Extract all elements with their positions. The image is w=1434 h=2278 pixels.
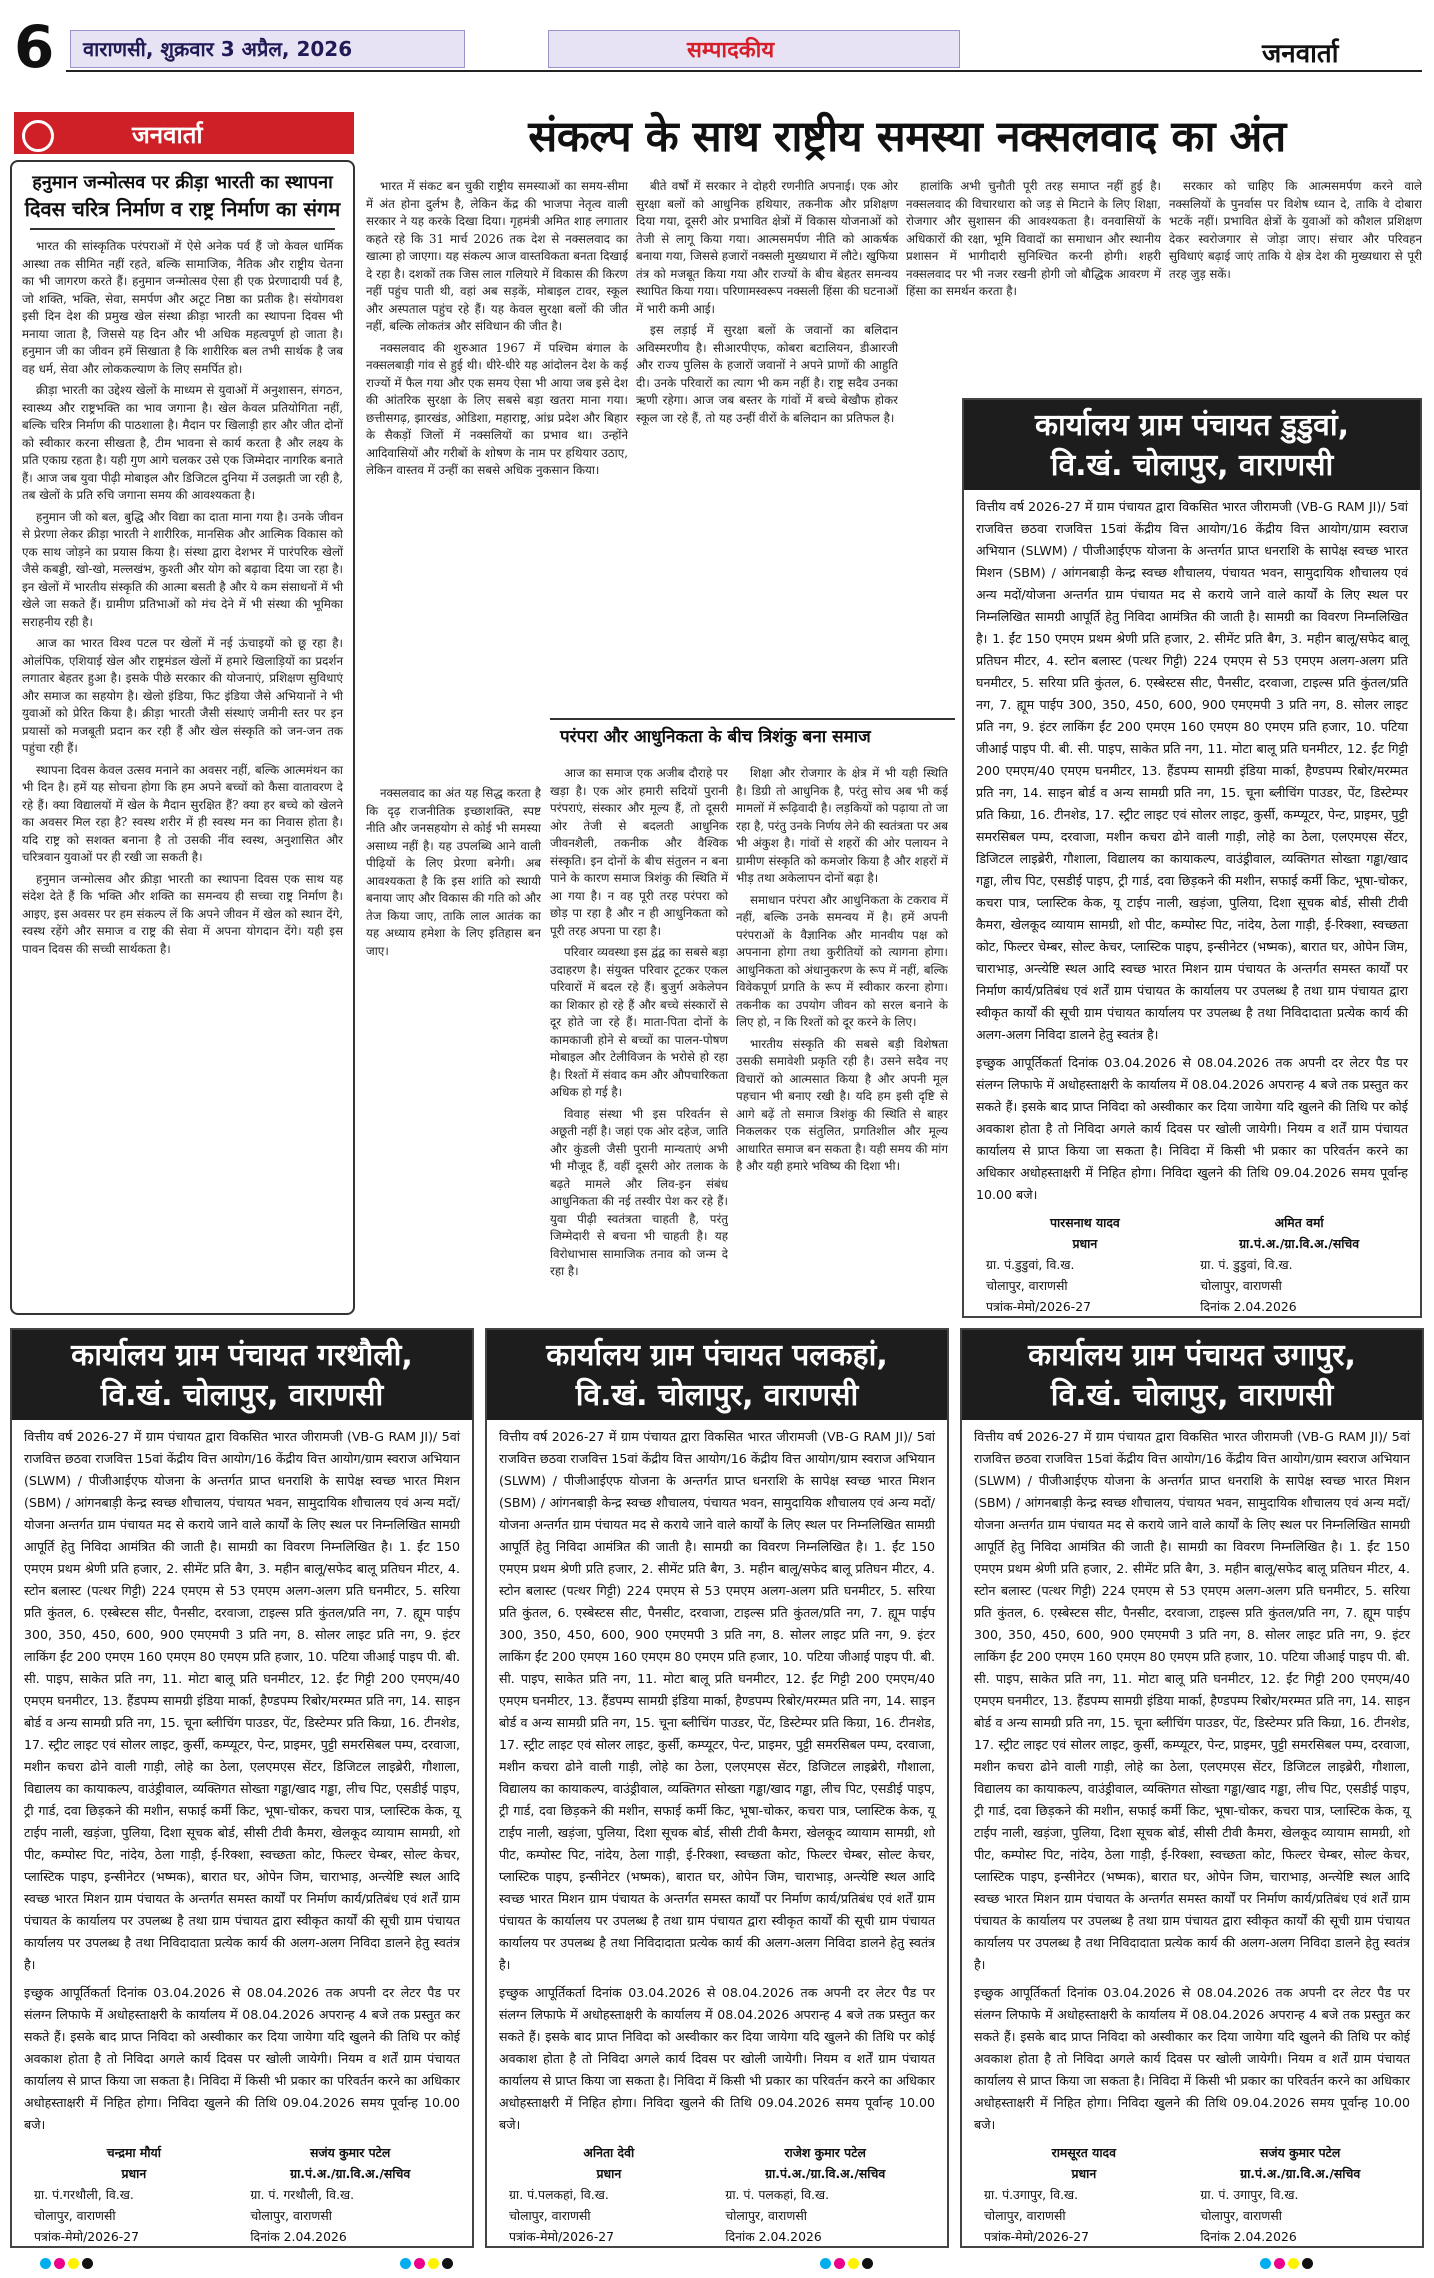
registration-dot (68, 2258, 79, 2269)
signature-line: ग्रा.पं.अ./ग्रा.वि.अ./सचिव (765, 2166, 886, 2181)
registration-dot (1288, 2258, 1299, 2269)
paragraph: हनुमान जी को बल, बुद्धि और विद्या का दाता माना गया है। उनके जीवन से प्रेरणा लेकर क्रीड़ा भारती ने शारीरिक, मानसिक और आत्मिक विकास को एक साथ जोड़ने का प्रयास किया है। संस्था द्वारा देशभर में पारंपरिक खेलों जैसे कबड्डी, खो-खो, मल्लखंभ, कुश्ती और योग को बढ़ावा दिया जा रहा है। इन खेलों में भारतीय संस्कृति की आत्मा बसती है और ये कम संसाधनों में भी खेले जा सकते हैं। ग्रामीण प्रतिभाओं को मंच देने में भी संस्था की भूमिका सराहनीय रही है। (22, 509, 343, 629)
signature-line: ग्रा. पं.पलकहां, वि.ख. (509, 2187, 609, 2202)
paragraph: विवाह संस्था भी इस परिवर्तन से अछूती नहीं है। जहां एक ओर दहेज, जाति और कुंडली जैसी पुरानी मान्यताएं अभी भी मौजूद हैं, वहीं दूसरी ओर तलाक के बढ़ते मामले और लिव-इन संबंध आधुनिकता की नई तस्वीर पेश कर रहे हैं। युवा पीढ़ी स्वतंत्रता चाहती है, परंतु जिम्मेदारी से बचना भी चाहती है। यह विरोधाभास सामाजिक तनाव को जन्म दे रहा है। (550, 1106, 728, 1278)
registration-dot (428, 2258, 439, 2269)
notice-garthauli (10, 1328, 474, 2248)
paragraph: क्रीड़ा भारती का उद्देश्य खेलों के माध्यम से युवाओं में अनुशासन, संगठन, स्वास्थ्य और राष्ट्रभक्ति का भाव जगाना है। खेल केवल प्रतियोगिता नहीं, बल्कि चरित्र निर्माण की पाठशाला है। मैदान पर खिलाड़ी हार और जीत दोनों को स्वीकार करना सीखता है, टीम भावना से कार्य करता है और लक्ष्य के प्रति एकाग्र रहता है। यही गुण आगे चलकर उसे एक जिम्मेदार नागरिक बनाते हैं। आज जब युवा पीढ़ी मोबाइल और डिजिटल दुनिया में उलझती जा रही है, तब खेलों के प्रति रुचि जगाना समय की आवश्यकता है। (22, 383, 343, 502)
signature-line: चोलापुर, वाराणसी (1200, 1278, 1282, 1293)
logo-label: जनवार्ता (132, 121, 203, 149)
registration-dot (862, 2258, 873, 2269)
signature-block-left (986, 1212, 1184, 1317)
article1-body (22, 238, 343, 958)
signature-line: चोलापुर, वाराणसी (509, 2208, 591, 2223)
signature-block-right (250, 2142, 450, 2247)
notice-title (487, 1330, 947, 1420)
notice-title-line1: कार्यालय ग्राम पंचायत उगापुर, (1028, 1338, 1356, 1373)
notice-body (962, 1420, 1422, 2136)
signature-block-left (509, 2142, 709, 2247)
notice-signatures (962, 2136, 1422, 2247)
registration-dot (848, 2258, 859, 2269)
signature-block-right (1200, 1212, 1398, 1317)
signature-line: ग्रा. पं.उगापुर, वि.ख. (984, 2187, 1079, 2202)
signature-line: ग्रा.पं.अ./ग्रा.वि.अ./सचिव (1239, 1236, 1360, 1251)
notice-title-line2: वि.खं. चोलापुर, वाराणसी (1050, 1378, 1334, 1413)
signature-line: चोलापुर, वाराणसी (1200, 2208, 1282, 2223)
notice-title (962, 1330, 1422, 1420)
notice-title-line2: वि.खं. चोलापुर, वाराणसी (1050, 448, 1334, 483)
signature-line: पारसनाथ यादव (1049, 1215, 1120, 1230)
signature-line: दिनांक 2.04.2026 (725, 2229, 822, 2244)
notice-terms: इच्छुक आपूर्तिकर्ता दिनांक 03.04.2026 से 08.04.2026 तक अपनी दर लेटर पैड पर संलग्न लिफाफे में अधोहस्ताक्षरी के कार्यालय में 08.04.2026 अपरान्ह 4 बजे तक प्रस्तुत कर सकते हैं। इसके बाद प्राप्त निविदा को अस्वीकार कर दिया जायेगा यदि खुलने की तिथि पर कोई अवकाश होता है तो निविदा अगले कार्य दिवस पर खोली जायेगी। नियम व शर्तें ग्राम पंचायत कार्यालय से प्राप्त किया जा सकता है। निविदा में किसी भी प्रकार का परिवर्तन करने का अधिकार अधोहस्ताक्षरी में निहित होगा। निविदा खुलने की तिथि 09.04.2026 समय पूर्वान्ह 10.00 बजे। (976, 1055, 1408, 1202)
signature-line: ग्रा. पं.डुडुवां, वि.ख. (986, 1257, 1075, 1272)
paragraph: भारत की सांस्कृतिक परंपराओं में ऐसे अनेक पर्व हैं जो केवल धार्मिक आस्था तक सीमित नहीं रहते, बल्कि सामाजिक, नैतिक और राष्ट्रीय चेतना का भी जागरण करते हैं। हनुमान जन्मोत्सव ऐसा ही एक प्रेरणादायी पर्व है, जो शक्ति, भक्ति, सेवा, समर्पण और अटूट निष्ठा का प्रतीक है। संयोगवश इसी दिन देश की प्रमुख खेल संस्था क्रीड़ा भारती का स्थापना दिवस भी मनाया जाता है, जिससे यह दिन और भी अधिक महत्वपूर्ण हो जाता है। हनुमान जी का जीवन हमें सिखाता है कि शारीरिक बल तभी सार्थक है जब वह धर्म, सेवा और लोककल्याण के लिए समर्पित हो। (22, 239, 343, 376)
notice-duduwan (962, 398, 1422, 1318)
brand-logo-bar (14, 112, 354, 154)
notice-body (964, 490, 1420, 1206)
notice-title-line2: वि.खं. चोलापुर, वाराणसी (575, 1378, 859, 1413)
notice-details: वित्तीय वर्ष 2026-27 में ग्राम पंचायत द्वारा विकसित भारत जीरामजी (VB-G RAM JI)/ 5वां राजवित्त छठवा राजवित्त 15वां केंद्रीय वित्त आयोग/16 केंद्रीय वित्त आयोग/ग्राम स्वराज अभियान (SLWM) / पीजीआईएफ योजना के अन्तर्गत प्राप्त धनराशि के सापेक्ष स्वच्छ भारत मिशन (SBM) / आंगनबाड़ी केन्द्र स्वच्छ शौचालय, पंचायत भवन, सामुदायिक शौचालय एवं अन्य मदों/योजना अन्तर्गत ग्राम पंचायत मद से कराये जाने वाले कार्यों के लिए स्थल पर निम्नलिखित सामग्री आपूर्ति हेतु निविदा आमंत्रित की जाती है। सामग्री का विवरण निम्नलिखित है। 1. ईंट 150 एमएम प्रथम श्रेणी प्रति हजार, 2. सीमेंट प्रति बैग, 3. महीन बालू/सफेद बालू प्रतिघन मीटर, 4. स्टोन बलास्ट (पत्थर गिट्टी) 224 एमएम से 53 एमएम अलग-अलग प्रति घनमीटर, 5. सरिया प्रति कुंतल, 6. एस्बेस्टस सीट, पैनसीट, दरवाजा, टाइल्स प्रति कुंतल/प्रति नग, 7. ह्यूम पाईप 300, 350, 450, 600, 900 एमएमपी 3 प्रति नग, 8. सोलर लाइट प्रति नग, 9. इंटर लाकिंग ईंट 200 एमएम 160 एमएम 80 एमएम प्रति हजार, 10. पटिया जीआई पाइप पी. बी. सी. पाइप, साकेत प्रति नग, 11. मोटा बालू प्रति घनमीटर, 12. ईंट गिट्टी 200 एमएम/40 एमएम घनमीटर, 13. हैंडपम्प सामग्री इंडिया मार्का, हैण्डपम्प रिबोर/मरम्मत प्रति नग, 14. साइन बोर्ड व अन्य सामग्री प्रति नग, 15. चूना ब्लीचिंग पाउडर, पेंट, डिस्टेम्पर प्रति किग्रा, 16. टीनशेड, 17. स्ट्रीट लाइट एवं सोलर लाइट, कुर्सी, कम्प्यूटर, पेन्ट, प्राइमर, पुट्टी समरसिबल पम्प, दरवाजा, मशीन कचरा ढोने वाली गाड़ी, लोहे का ठेला, एलएमएस सेंटर, डिजिटल लाइब्रेरी, गौशाला, विद्यालय का कायाकल्प, वाउंड्रीवाल, व्यक्तिगत सोख्ता गड्ढा/खाद गड्ढा, लीच पिट, एसडीई पाइप, ट्री गार्ड, दवा छिड़कने की मशीन, सफाई कर्मी किट, भूषा-चोकर, कचरा पात्र, प्लास्टिक केक, यू टाईप नाली, खड़ंजा, पुलिया, दिशा सूचक बोर्ड, सीसी टीवी कैमरा, खेलकूद व्यायाम सामग्री, शो पीट, कम्पोस्ट पिट, नांदेय, ठेला गाड़ी, ई-रिक्शा, स्वच्छता कोट, फिल्टर चेम्बर, सोल्ट केचर, प्लास्टिक पाइप, इन्सीनेटर (भष्मक), बारात घर, ओपेन जिम, चाराभाड़, अन्त्येष्टि स्थल आदि स्वच्छ भारत मिशन ग्राम पंचायत के अन्तर्गत समस्त कार्यों पर निर्माण कार्य/प्रतिबंध एवं शर्तें ग्राम पंचायत के कार्यालय पर उपलब्ध है तथा ग्राम पंचायत द्वारा स्वीकृत कार्यों की सूची ग्राम पंचायत कार्यालय पर उपलब्ध है तथा निविदादाता प्रत्येक कार्य की अलग-अलग निविदा डालने हेतु स्वतंत्र है। (499, 1429, 935, 1972)
article-tradition-col1 (550, 765, 728, 1315)
page-number: 6 (14, 13, 55, 81)
signature-block-right (725, 2142, 925, 2247)
notice-palkahan (485, 1328, 949, 2248)
article1-title-line1: हनुमान जन्मोत्सव पर क्रीड़ा भारती का स्थापना (32, 172, 333, 193)
signature-line: ग्रा. पं. डुडुवां, वि.ख. (1200, 1257, 1293, 1272)
signature-line: पत्रांक-मेमो/2026-27 (986, 1299, 1092, 1314)
signature-line: सजंय कुमार पटेल (310, 2145, 391, 2160)
notice-body (487, 1420, 947, 2136)
signature-line: दिनांक 2.04.2026 (1200, 1299, 1297, 1314)
paragraph: आज का भारत विश्व पटल पर खेलों में नई ऊंचाइयों को छू रहा है। ओलंपिक, एशियाई खेल और राष्ट्रमंडल खेलों में हमारे खिलाड़ियों का प्रदर्शन लगातार बेहतर हुआ है। इसके पीछे सरकार की योजनाएं, प्रशिक्षण सुविधाएं और समाज का सहयोग है। खेलो इंडिया, फिट इंडिया जैसे अभियानों ने भी युवाओं को प्रेरित किया है। क्रीड़ा भारती जैसी संस्थाएं जमीनी स्तर पर इन प्रयासों को मजबूती प्रदान कर रही हैं और खेल संस्कृति को जन-जन तक पहुंचा रही हैं। (22, 636, 343, 755)
registration-dot (1302, 2258, 1313, 2269)
registration-dot (414, 2258, 425, 2269)
signature-line: ग्रा. पं. गरथौली, वि.ख. (250, 2187, 355, 2202)
article1-title (22, 170, 343, 222)
notice-signatures (487, 2136, 947, 2247)
signature-line: ग्रा. पं. उगापुर, वि.ख. (1200, 2187, 1299, 2202)
signature-block-right (1200, 2142, 1400, 2247)
paragraph: परिवार व्यवस्था इस द्वंद्व का सबसे बड़ा उदाहरण है। संयुक्त परिवार टूटकर एकल परिवारों में बदल रहे हैं। बुजुर्ग अकेलेपन का शिकार हो रहे हैं और बच्चे संस्कारों से दूर होते जा रहे हैं। माता-पिता दोनों के कामकाजी होने से बच्चों का पालन-पोषण मोबाइल और टेलीविजन के भरोसे हो रहा है। रिश्तों में संवाद कम और औपचारिकता अधिक हो गई है। (550, 945, 728, 1099)
signature-line: पत्रांक-मेमो/2026-27 (509, 2229, 615, 2244)
article-naxalism-col2 (636, 178, 898, 778)
paragraph: नक्सलवाद का अंत यह सिद्ध करता है कि दृढ़ राजनीतिक इच्छाशक्ति, स्पष्ट नीति और जनसहयोग से कोई भी समस्या असाध्य नहीं है। यह उपलब्धि आने वाली पीढ़ियों के लिए प्रेरणा बनेगी। अब आवश्यकता है कि इस शांति को स्थायी बनाया जाए और विकास की गति को और तेज किया जाए, ताकि लाल आतंक का यह अध्याय हमेशा के लिए इतिहास बन जाए। (366, 786, 541, 958)
signature-line: चोलापुर, वाराणसी (250, 2208, 332, 2223)
notice-terms: इच्छुक आपूर्तिकर्ता दिनांक 03.04.2026 से 08.04.2026 तक अपनी दर लेटर पैड पर संलग्न लिफाफे में अधोहस्ताक्षरी के कार्यालय में 08.04.2026 अपरान्ह 4 बजे तक प्रस्तुत कर सकते हैं। इसके बाद प्राप्त निविदा को अस्वीकार कर दिया जायेगा यदि खुलने की तिथि पर कोई अवकाश होता है तो निविदा अगले कार्य दिवस पर खोली जायेगी। नियम व शर्तें ग्राम पंचायत कार्यालय से प्राप्त किया जा सकता है। निविदा में किसी भी प्रकार का परिवर्तन करने का अधिकार अधोहस्ताक्षरी में निहित होगा। निविदा खुलने की तिथि 09.04.2026 समय पूर्वान्ह 10.00 बजे। (499, 1985, 935, 2132)
signature-line: ग्रा.पं.अ./ग्रा.वि.अ./सचिव (290, 2166, 411, 2181)
header-rule (66, 70, 1422, 72)
notice-title (964, 400, 1420, 490)
article-tradition-col2 (736, 765, 948, 1315)
paragraph: इस लड़ाई में सुरक्षा बलों के जवानों का बलिदान अविस्मरणीय है। सीआरपीएफ, कोबरा बटालियन, डीआरजी और राज्य पुलिस के हजारों जवानों ने अपने प्राणों की आहुति दी। उनके परिवारों का त्याग भी कम नहीं है। राष्ट्र सदैव उनका ऋणी रहेगा। आज जब बस्तर के गांवों में बच्चे बेखौफ होकर स्कूल जा रहे हैं, तो यह उन्हीं वीरों के बलिदान का प्रतिफल है। (636, 323, 898, 425)
registration-dot (820, 2258, 831, 2269)
paragraph: भारत में संकट बन चुकी राष्ट्रीय समस्याओं का समय-सीमा में अंत होना दुर्लभ है, लेकिन केंद्र की भाजपा नेतृत्व वाली सरकार ने यह करके दिखा दिया। गृहमंत्री अमित शाह लगातार कहते रहे कि 31 मार्च 2026 तक देश से नक्सलवाद का खात्मा हो जाएगा। यह संकल्प आज वास्तविकता बनता दिखाई दे रहा है। दशकों तक जिस लाल गलियारे में विकास की किरण नहीं पहुंच पाती थी, वहां अब सड़कें, मोबाइल टावर, स्कूल और अस्पताल पहुंच रहे हैं। यह केवल सुरक्षा बलों की जीत नहीं, बल्कि लोकतंत्र और संविधान की जीत है। (366, 179, 628, 333)
registration-marks (40, 2254, 1400, 2268)
signature-line: अनिता देवी (583, 2145, 635, 2160)
paragraph: समाधान परंपरा और आधुनिकता के टकराव में नहीं, बल्कि उनके समन्वय में है। हमें अपनी परंपराओं के वैज्ञानिक और मानवीय पक्ष को अपनाना होगा तथा कुरीतियों को त्यागना होगा। आधुनिकता को अंधानुकरण के रूप में नहीं, बल्कि विवेकपूर्ण प्रगति के रूप में स्वीकार करना होगा। तकनीक का उपयोग जीवन को सरल बनाने के लिए हो, न कि रिश्तों को दूर करने के लिए। (736, 892, 948, 1029)
registration-dot (1260, 2258, 1271, 2269)
registration-dot (1274, 2258, 1285, 2269)
paragraph: हालांकि अभी चुनौती पूरी तरह समाप्त नहीं हुई है। नक्सलवाद की विचारधारा को जड़ से मिटाने के लिए शिक्षा, रोजगार और सुशासन की आवश्यकता है। वनवासियों के अधिकारों की रक्षा, भूमि विवादों का समाधान और स्थानीय प्रशासन में भागीदारी सुनिश्चित करनी होगी। शहरी नक्सलवाद पर भी नजर रखनी होगी जो बौद्धिक आवरण में हिंसा का समर्थन करता है। (906, 179, 1161, 298)
main-headline: संकल्प के साथ राष्ट्रीय समस्या नक्सलवाद का अंत (528, 112, 1286, 162)
article-naxalism-col5 (366, 785, 541, 1315)
signature-block-left (984, 2142, 1184, 2247)
signature-line: चोलापुर, वाराणसी (725, 2208, 807, 2223)
paragraph: भारतीय संस्कृति की सबसे बड़ी विशेषता उसकी समावेशी प्रकृति रही है। उसने सदैव नए विचारों को आत्मसात किया है और अपनी मूल पहचान भी बनाए रखी है। यदि हम इसी दृष्टि से आगे बढ़ें तो समाज त्रिशंकु की स्थिति से बाहर निकलकर एक संतुलित, प्रगतिशील और मूल्य आधारित समाज बन सकता है। यही समय की मांग है और यही हमारे भविष्य की दिशा भी। (736, 1036, 948, 1173)
paragraph: बीते वर्षों में सरकार ने दोहरी रणनीति अपनाई। एक ओर सुरक्षा बलों को आधुनिक हथियार, तकनीक और प्रशिक्षण दिया गया, दूसरी ओर प्रभावित क्षेत्रों में विकास योजनाओं को तेजी से लागू किया गया। आत्मसमर्पण नीति को आकर्षक बनाया गया, जिससे हजारों नक्सली मुख्यधारा में लौटे। खुफिया तंत्र को मजबूत किया गया और राज्यों के बीच बेहतर समन्वय स्थापित किया गया। परिणामस्वरूप नक्सली हिंसा की घटनाओं में भारी कमी आई। (636, 179, 898, 316)
notice-body (12, 1420, 472, 2136)
notice-title-line1: कार्यालय ग्राम पंचायत पलकहां, (546, 1338, 888, 1373)
paragraph: सरकार को चाहिए कि आत्मसमर्पण करने वाले नक्सलियों के पुनर्वास पर विशेष ध्यान दे, ताकि वे दोबारा भटकें नहीं। प्रभावित क्षेत्रों के युवाओं को कौशल प्रशिक्षण देकर स्वरोजगार से जोड़ा जाए। संचार और परिवहन सुविधाएं बढ़ाई जाएं ताकि ये क्षेत्र देश की मुख्यधारा से पूरी तरह जुड़ सकें। (1169, 179, 1422, 281)
notice-terms: इच्छुक आपूर्तिकर्ता दिनांक 03.04.2026 से 08.04.2026 तक अपनी दर लेटर पैड पर संलग्न लिफाफे में अधोहस्ताक्षरी के कार्यालय में 08.04.2026 अपरान्ह 4 बजे तक प्रस्तुत कर सकते हैं। इसके बाद प्राप्त निविदा को अस्वीकार कर दिया जायेगा यदि खुलने की तिथि पर कोई अवकाश होता है तो निविदा अगले कार्य दिवस पर खोली जायेगी। नियम व शर्तें ग्राम पंचायत कार्यालय से प्राप्त किया जा सकता है। निविदा में किसी भी प्रकार का परिवर्तन करने का अधिकार अधोहस्ताक्षरी में निहित होगा। निविदा खुलने की तिथि 09.04.2026 समय पूर्वान्ह 10.00 बजे। (24, 1985, 460, 2132)
signature-line: प्रधान (1071, 2166, 1097, 2181)
article-naxalism-col1 (366, 178, 628, 778)
masthead-brand: जनवार्ता (1262, 39, 1339, 69)
registration-dot (400, 2258, 411, 2269)
notice-details: वित्तीय वर्ष 2026-27 में ग्राम पंचायत द्वारा विकसित भारत जीरामजी (VB-G RAM JI)/ 5वां राजवित्त छठवा राजवित्त 15वां केंद्रीय वित्त आयोग/16 केंद्रीय वित्त आयोग/ग्राम स्वराज अभियान (SLWM) / पीजीआईएफ योजना के अन्तर्गत प्राप्त धनराशि के सापेक्ष स्वच्छ भारत मिशन (SBM) / आंगनबाड़ी केन्द्र स्वच्छ शौचालय, पंचायत भवन, सामुदायिक शौचालय एवं अन्य मदों/योजना अन्तर्गत ग्राम पंचायत मद से कराये जाने वाले कार्यों के लिए स्थल पर निम्नलिखित सामग्री आपूर्ति हेतु निविदा आमंत्रित की जाती है। सामग्री का विवरण निम्नलिखित है। 1. ईंट 150 एमएम प्रथम श्रेणी प्रति हजार, 2. सीमेंट प्रति बैग, 3. महीन बालू/सफेद बालू प्रतिघन मीटर, 4. स्टोन बलास्ट (पत्थर गिट्टी) 224 एमएम से 53 एमएम अलग-अलग प्रति घनमीटर, 5. सरिया प्रति कुंतल, 6. एस्बेस्टस सीट, पैनसीट, दरवाजा, टाइल्स प्रति कुंतल/प्रति नग, 7. ह्यूम पाईप 300, 350, 450, 600, 900 एमएमपी 3 प्रति नग, 8. सोलर लाइट प्रति नग, 9. इंटर लाकिंग ईंट 200 एमएम 160 एमएम 80 एमएम प्रति हजार, 10. पटिया जीआई पाइप पी. बी. सी. पाइप, साकेत प्रति नग, 11. मोटा बालू प्रति घनमीटर, 12. ईंट गिट्टी 200 एमएम/40 एमएम घनमीटर, 13. हैंडपम्प सामग्री इंडिया मार्का, हैण्डपम्प रिबोर/मरम्मत प्रति नग, 14. साइन बोर्ड व अन्य सामग्री प्रति नग, 15. चूना ब्लीचिंग पाउडर, पेंट, डिस्टेम्पर प्रति किग्रा, 16. टीनशेड, 17. स्ट्रीट लाइट एवं सोलर लाइट, कुर्सी, कम्प्यूटर, पेन्ट, प्राइमर, पुट्टी समरसिबल पम्प, दरवाजा, मशीन कचरा ढोने वाली गाड़ी, लोहे का ठेला, एलएमएस सेंटर, डिजिटल लाइब्रेरी, गौशाला, विद्यालय का कायाकल्प, वाउंड्रीवाल, व्यक्तिगत सोख्ता गड्ढा/खाद गड्ढा, लीच पिट, एसडीई पाइप, ट्री गार्ड, दवा छिड़कने की मशीन, सफाई कर्मी किट, भूषा-चोकर, कचरा पात्र, प्लास्टिक केक, यू टाईप नाली, खड़ंजा, पुलिया, दिशा सूचक बोर्ड, सीसी टीवी कैमरा, खेलकूद व्यायाम सामग्री, शो पीट, कम्पोस्ट पिट, नांदेय, ठेला गाड़ी, ई-रिक्शा, स्वच्छता कोट, फिल्टर चेम्बर, सोल्ट केचर, प्लास्टिक पाइप, इन्सीनेटर (भष्मक), बारात घर, ओपेन जिम, चाराभाड़, अन्त्येष्टि स्थल आदि स्वच्छ भारत मिशन ग्राम पंचायत के अन्तर्गत समस्त कार्यों पर निर्माण कार्य/प्रतिबंध एवं शर्तें ग्राम पंचायत के कार्यालय पर उपलब्ध है तथा ग्राम पंचायत द्वारा स्वीकृत कार्यों की सूची ग्राम पंचायत कार्यालय पर उपलब्ध है तथा निविदादाता प्रत्येक कार्य की अलग-अलग निविदा डालने हेतु स्वतंत्र है। (976, 499, 1408, 1042)
signature-line: अमित वर्मा (1274, 1215, 1324, 1230)
paragraph: नक्सलवाद की शुरुआत 1967 में पश्चिम बंगाल के नक्सलबाड़ी गांव से हुई थी। धीरे-धीरे यह आंदोलन देश के कई राज्यों में फैल गया और एक समय ऐसा भी आया जब इसे देश की आंतरिक सुरक्षा के लिए सबसे बड़ा खतरा माना गया। छत्तीसगढ़, झारखंड, ओडिशा, महाराष्ट्र, आंध्र प्रदेश और बिहार के सैकड़ों जिलों में नक्सलियों का प्रभाव था। उन्होंने आदिवासियों और गरीबों के शोषण के नाम पर हथियार उठाए, लेकिन वास्तव में उन्हीं का सबसे अधिक नुकसान किया। (366, 340, 628, 477)
signature-line: प्रधान (121, 2166, 147, 2181)
signature-line: चोलापुर, वाराणसी (34, 2208, 116, 2223)
signature-line: चन्द्रमा मौर्या (106, 2145, 161, 2160)
article-tradition-title-box (550, 718, 955, 758)
paragraph: आज का समाज एक अजीब दौराहे पर खड़ा है। एक ओर हमारी सदियों पुरानी परंपराएं, संस्कार और मूल्य हैं, तो दूसरी ओर तेजी से बदलती आधुनिक जीवनशैली, तकनीक और वैश्विक संस्कृति। इन दोनों के बीच संतुलन न बना पाने के कारण समाज त्रिशंकु की स्थिति में आ गया है। न वह पूरी तरह परंपरा को छोड़ पा रहा है और न ही आधुनिकता को पूरी तरह अपना पा रहा है। (550, 766, 728, 938)
notice-title-line1: कार्यालय ग्राम पंचायत गरथौली, (71, 1338, 413, 1373)
signature-line: दिनांक 2.04.2026 (250, 2229, 347, 2244)
signature-line: प्रधान (596, 2166, 622, 2181)
signature-line: सजंय कुमार पटेल (1260, 2145, 1341, 2160)
notice-details: वित्तीय वर्ष 2026-27 में ग्राम पंचायत द्वारा विकसित भारत जीरामजी (VB-G RAM JI)/ 5वां राजवित्त छठवा राजवित्त 15वां केंद्रीय वित्त आयोग/16 केंद्रीय वित्त आयोग/ग्राम स्वराज अभियान (SLWM) / पीजीआईएफ योजना के अन्तर्गत प्राप्त धनराशि के सापेक्ष स्वच्छ भारत मिशन (SBM) / आंगनबाड़ी केन्द्र स्वच्छ शौचालय, पंचायत भवन, सामुदायिक शौचालय एवं अन्य मदों/योजना अन्तर्गत ग्राम पंचायत मद से कराये जाने वाले कार्यों के लिए स्थल पर निम्नलिखित सामग्री आपूर्ति हेतु निविदा आमंत्रित की जाती है। सामग्री का विवरण निम्नलिखित है। 1. ईंट 150 एमएम प्रथम श्रेणी प्रति हजार, 2. सीमेंट प्रति बैग, 3. महीन बालू/सफेद बालू प्रतिघन मीटर, 4. स्टोन बलास्ट (पत्थर गिट्टी) 224 एमएम से 53 एमएम अलग-अलग प्रति घनमीटर, 5. सरिया प्रति कुंतल, 6. एस्बेस्टस सीट, पैनसीट, दरवाजा, टाइल्स प्रति कुंतल/प्रति नग, 7. ह्यूम पाईप 300, 350, 450, 600, 900 एमएमपी 3 प्रति नग, 8. सोलर लाइट प्रति नग, 9. इंटर लाकिंग ईंट 200 एमएम 160 एमएम 80 एमएम प्रति हजार, 10. पटिया जीआई पाइप पी. बी. सी. पाइप, साकेत प्रति नग, 11. मोटा बालू प्रति घनमीटर, 12. ईंट गिट्टी 200 एमएम/40 एमएम घनमीटर, 13. हैंडपम्प सामग्री इंडिया मार्का, हैण्डपम्प रिबोर/मरम्मत प्रति नग, 14. साइन बोर्ड व अन्य सामग्री प्रति नग, 15. चूना ब्लीचिंग पाउडर, पेंट, डिस्टेम्पर प्रति किग्रा, 16. टीनशेड, 17. स्ट्रीट लाइट एवं सोलर लाइट, कुर्सी, कम्प्यूटर, पेन्ट, प्राइमर, पुट्टी समरसिबल पम्प, दरवाजा, मशीन कचरा ढोने वाली गाड़ी, लोहे का ठेला, एलएमएस सेंटर, डिजिटल लाइब्रेरी, गौशाला, विद्यालय का कायाकल्प, वाउंड्रीवाल, व्यक्तिगत सोख्ता गड्ढा/खाद गड्ढा, लीच पिट, एसडीई पाइप, ट्री गार्ड, दवा छिड़कने की मशीन, सफाई कर्मी किट, भूषा-चोकर, कचरा पात्र, प्लास्टिक केक, यू टाईप नाली, खड़ंजा, पुलिया, दिशा सूचक बोर्ड, सीसी टीवी कैमरा, खेलकूद व्यायाम सामग्री, शो पीट, कम्पोस्ट पिट, नांदेय, ठेला गाड़ी, ई-रिक्शा, स्वच्छता कोट, फिल्टर चेम्बर, सोल्ट केचर, प्लास्टिक पाइप, इन्सीनेटर (भष्मक), बारात घर, ओपेन जिम, चाराभाड़, अन्त्येष्टि स्थल आदि स्वच्छ भारत मिशन ग्राम पंचायत के अन्तर्गत समस्त कार्यों पर निर्माण कार्य/प्रतिबंध एवं शर्तें ग्राम पंचायत के कार्यालय पर उपलब्ध है तथा ग्राम पंचायत द्वारा स्वीकृत कार्यों की सूची ग्राम पंचायत कार्यालय पर उपलब्ध है तथा निविदादाता प्रत्येक कार्य की अलग-अलग निविदा डालने हेतु स्वतंत्र है। (24, 1429, 460, 1972)
article3-title: परंपरा और आधुनिकता के बीच त्रिशंकु बना समाज (560, 727, 871, 747)
signature-line: चोलापुर, वाराणसी (984, 2208, 1066, 2223)
notice-title-line1: कार्यालय ग्राम पंचायत डुडुवां, (1035, 408, 1349, 443)
article1-title-line2: दिवस चरित्र निर्माण व राष्ट्र निर्माण का संगम (24, 197, 341, 221)
signature-block-left (34, 2142, 234, 2247)
notice-terms: इच्छुक आपूर्तिकर्ता दिनांक 03.04.2026 से 08.04.2026 तक अपनी दर लेटर पैड पर संलग्न लिफाफे में अधोहस्ताक्षरी के कार्यालय में 08.04.2026 अपरान्ह 4 बजे तक प्रस्तुत कर सकते हैं। इसके बाद प्राप्त निविदा को अस्वीकार कर दिया जायेगा यदि खुलने की तिथि पर कोई अवकाश होता है तो निविदा अगले कार्य दिवस पर खोली जायेगी। नियम व शर्तें ग्राम पंचायत कार्यालय से प्राप्त किया जा सकता है। निविदा में किसी भी प्रकार का परिवर्तन करने का अधिकार अधोहस्ताक्षरी में निहित होगा। निविदा खुलने की तिथि 09.04.2026 समय पूर्वान्ह 10.00 बजे। (974, 1985, 1410, 2132)
signature-line: चोलापुर, वाराणसी (986, 1278, 1068, 1293)
signature-line: ग्रा.पं.अ./ग्रा.वि.अ./सचिव (1240, 2166, 1361, 2181)
signature-line: ग्रा. पं.गरथौली, वि.ख. (34, 2187, 134, 2202)
paragraph: हनुमान जन्मोत्सव और क्रीड़ा भारती का स्थापना दिवस एक साथ यह संदेश देते हैं कि भक्ति और शक्ति का समन्वय ही सच्चा राष्ट्र निर्माण है। आइए, इस अवसर पर हम संकल्प लें कि अपने जीवन में खेल को स्थान देंगे, स्वस्थ रहेंगे और समाज व राष्ट्र की सेवा में अपना योगदान देंगे। यही इस पावन दिवस की सच्ची सार्थकता है। (22, 871, 343, 956)
article1-rule (30, 228, 335, 230)
logo-icon (22, 120, 54, 152)
notice-ugapur (960, 1328, 1424, 2248)
registration-dot (82, 2258, 93, 2269)
notice-details: वित्तीय वर्ष 2026-27 में ग्राम पंचायत द्वारा विकसित भारत जीरामजी (VB-G RAM JI)/ 5वां राजवित्त छठवा राजवित्त 15वां केंद्रीय वित्त आयोग/16 केंद्रीय वित्त आयोग/ग्राम स्वराज अभियान (SLWM) / पीजीआईएफ योजना के अन्तर्गत प्राप्त धनराशि के सापेक्ष स्वच्छ भारत मिशन (SBM) / आंगनबाड़ी केन्द्र स्वच्छ शौचालय, पंचायत भवन, सामुदायिक शौचालय एवं अन्य मदों/योजना अन्तर्गत ग्राम पंचायत मद से कराये जाने वाले कार्यों के लिए स्थल पर निम्नलिखित सामग्री आपूर्ति हेतु निविदा आमंत्रित की जाती है। सामग्री का विवरण निम्नलिखित है। 1. ईंट 150 एमएम प्रथम श्रेणी प्रति हजार, 2. सीमेंट प्रति बैग, 3. महीन बालू/सफेद बालू प्रतिघन मीटर, 4. स्टोन बलास्ट (पत्थर गिट्टी) 224 एमएम से 53 एमएम अलग-अलग प्रति घनमीटर, 5. सरिया प्रति कुंतल, 6. एस्बेस्टस सीट, पैनसीट, दरवाजा, टाइल्स प्रति कुंतल/प्रति नग, 7. ह्यूम पाईप 300, 350, 450, 600, 900 एमएमपी 3 प्रति नग, 8. सोलर लाइट प्रति नग, 9. इंटर लाकिंग ईंट 200 एमएम 160 एमएम 80 एमएम प्रति हजार, 10. पटिया जीआई पाइप पी. बी. सी. पाइप, साकेत प्रति नग, 11. मोटा बालू प्रति घनमीटर, 12. ईंट गिट्टी 200 एमएम/40 एमएम घनमीटर, 13. हैंडपम्प सामग्री इंडिया मार्का, हैण्डपम्प रिबोर/मरम्मत प्रति नग, 14. साइन बोर्ड व अन्य सामग्री प्रति नग, 15. चूना ब्लीचिंग पाउडर, पेंट, डिस्टेम्पर प्रति किग्रा, 16. टीनशेड, 17. स्ट्रीट लाइट एवं सोलर लाइट, कुर्सी, कम्प्यूटर, पेन्ट, प्राइमर, पुट्टी समरसिबल पम्प, दरवाजा, मशीन कचरा ढोने वाली गाड़ी, लोहे का ठेला, एलएमएस सेंटर, डिजिटल लाइब्रेरी, गौशाला, विद्यालय का कायाकल्प, वाउंड्रीवाल, व्यक्तिगत सोख्ता गड्ढा/खाद गड्ढा, लीच पिट, एसडीई पाइप, ट्री गार्ड, दवा छिड़कने की मशीन, सफाई कर्मी किट, भूषा-चोकर, कचरा पात्र, प्लास्टिक केक, यू टाईप नाली, खड़ंजा, पुलिया, दिशा सूचक बोर्ड, सीसी टीवी कैमरा, खेलकूद व्यायाम सामग्री, शो पीट, कम्पोस्ट पिट, नांदेय, ठेला गाड़ी, ई-रिक्शा, स्वच्छता कोट, फिल्टर चेम्बर, सोल्ट केचर, प्लास्टिक पाइप, इन्सीनेटर (भष्मक), बारात घर, ओपेन जिम, चाराभाड़, अन्त्येष्टि स्थल आदि स्वच्छ भारत मिशन ग्राम पंचायत के अन्तर्गत समस्त कार्यों पर निर्माण कार्य/प्रतिबंध एवं शर्तें ग्राम पंचायत के कार्यालय पर उपलब्ध है तथा ग्राम पंचायत द्वारा स्वीकृत कार्यों की सूची ग्राम पंचायत कार्यालय पर उपलब्ध है तथा निविदादाता प्रत्येक कार्य की अलग-अलग निविदा डालने हेतु स्वतंत्र है। (974, 1429, 1410, 1972)
notice-title (12, 1330, 472, 1420)
article-hanuman-jayanti (10, 160, 355, 1315)
registration-dot (834, 2258, 845, 2269)
dateline: वाराणसी, शुक्रवार 3 अप्रैल, 2026 (70, 30, 465, 68)
signature-line: पत्रांक-मेमो/2026-27 (34, 2229, 140, 2244)
signature-line: पत्रांक-मेमो/2026-27 (984, 2229, 1090, 2244)
signature-line: रामसूरत यादव (1051, 2145, 1117, 2160)
notice-title-line2: वि.खं. चोलापुर, वाराणसी (100, 1378, 384, 1413)
signature-line: दिनांक 2.04.2026 (1200, 2229, 1297, 2244)
signature-line: राजेश कुमार पटेल (784, 2145, 866, 2160)
registration-dot (442, 2258, 453, 2269)
notice-signatures (964, 1206, 1420, 1317)
section-name: सम्पादकीय (548, 30, 960, 68)
paragraph: स्थापना दिवस केवल उत्सव मनाने का अवसर नहीं, बल्कि आत्ममंथन का भी दिन है। हमें यह सोचना होगा कि हम अपने बच्चों को कैसा वातावरण दे रहे हैं। क्या विद्यालयों में खेल के मैदान सुरक्षित हैं? क्या हर बच्चे को खेलने का अवसर मिल रहा है? स्वस्थ शरीर में ही स्वस्थ मन का निवास होता है। यदि राष्ट्र को सशक्त बनाना है तो उसकी नींव स्वस्थ, अनुशासित और चरित्रवान युवाओं पर ही रखी जा सकती है। (22, 762, 343, 864)
notice-signatures (12, 2136, 472, 2247)
paragraph: शिक्षा और रोजगार के क्षेत्र में भी यही स्थिति है। डिग्री तो आधुनिक है, परंतु सोच अब भी कई मामलों में रूढ़िवादी है। लड़कियों को पढ़ाया तो जा रहा है, परंतु उनके निर्णय लेने की स्वतंत्रता पर अब भी अंकुश है। गांवों से शहरों की ओर पलायन ने ग्रामीण संस्कृति को कमजोर किया है और शहरों में भीड़ तथा अकेलापन दोनों बढ़ा है। (736, 766, 948, 885)
signature-line: ग्रा. पं. पलकहां, वि.ख. (725, 2187, 830, 2202)
registration-dot (40, 2258, 51, 2269)
registration-dot (54, 2258, 65, 2269)
signature-line: प्रधान (1072, 1236, 1098, 1251)
